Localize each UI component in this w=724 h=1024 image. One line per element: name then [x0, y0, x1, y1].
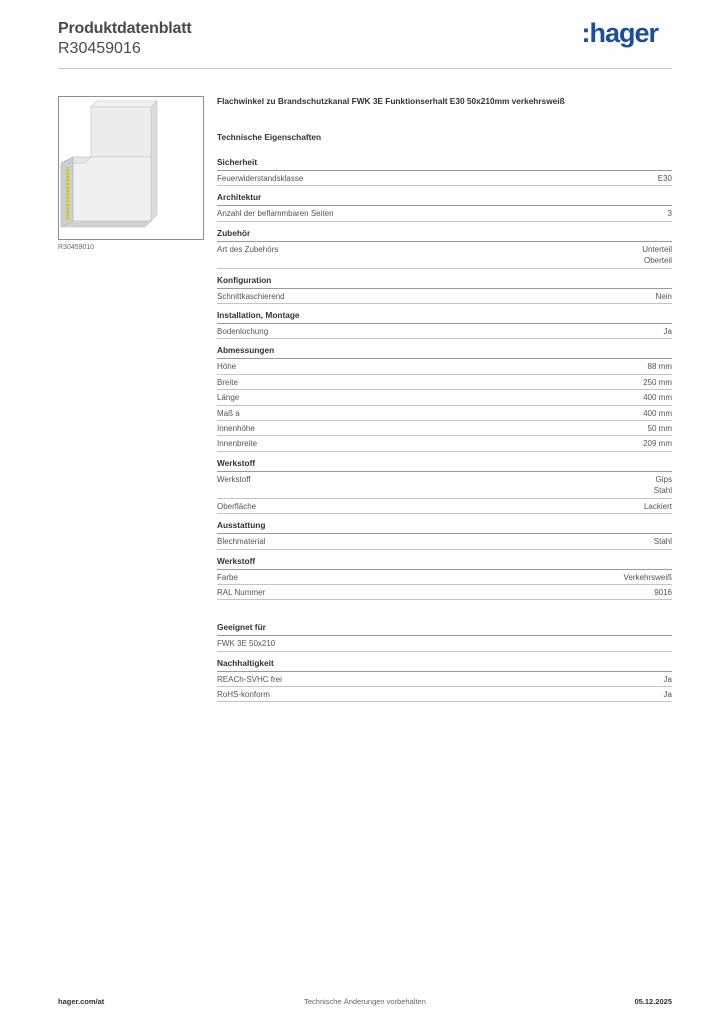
property-value-line: Verkehrsweiß: [623, 572, 672, 582]
property-value-line: 400 mm: [643, 393, 672, 403]
page-header: [58, 20, 672, 68]
property-row: [217, 206, 672, 221]
property-value-line: Lackiert: [643, 501, 672, 511]
property-value-line: Stahl: [653, 537, 672, 547]
section-title: Installation, Montage: [217, 310, 672, 324]
footer-date: 05.12.2025: [634, 997, 672, 1006]
property-value: [643, 438, 672, 449]
property-label: Länge: [217, 393, 240, 403]
property-section: [217, 228, 672, 269]
property-label: Breite: [217, 377, 238, 387]
property-section: [217, 275, 672, 304]
property-value: [654, 587, 672, 598]
property-value: [664, 326, 672, 337]
section-title: Werkstoff: [217, 556, 672, 570]
property-label: REACh-SVHC frei: [217, 674, 282, 684]
property-value-line: E30: [657, 174, 672, 183]
property-value-line: 9016: [654, 587, 672, 597]
property-value: [654, 474, 672, 497]
property-label: Schnittkaschierend: [217, 291, 285, 301]
property-row: [217, 570, 672, 585]
property-label: FWK 3E 50x210: [217, 639, 276, 649]
section-title: Architektur: [217, 192, 672, 206]
property-value: [658, 173, 672, 184]
property-value: [664, 689, 672, 700]
property-label: Bodenlochung: [217, 327, 269, 337]
property-row: [217, 687, 672, 702]
property-section: [217, 458, 672, 514]
image-caption: R30459010: [58, 244, 95, 251]
product-image: [58, 96, 204, 240]
property-section: [217, 556, 672, 601]
section-title: Zubehör: [217, 228, 672, 242]
property-row: [217, 289, 672, 304]
property-label: Feuerwiderstandsklasse: [217, 174, 304, 183]
property-row: [217, 436, 672, 451]
brand-logo-text: hager: [589, 18, 658, 48]
property-label: Innenbreite: [217, 439, 258, 449]
property-value-line: Stahl: [653, 486, 672, 496]
property-section: [217, 345, 672, 451]
property-row: [217, 171, 672, 186]
property-label: Maß a: [217, 408, 240, 418]
property-section: [217, 622, 672, 651]
technical-properties-heading: Technische Eigenschaften: [217, 132, 322, 142]
header-divider: [58, 68, 672, 69]
property-value-line: 250 mm: [643, 377, 672, 387]
property-value: [643, 408, 672, 419]
property-row: [217, 421, 672, 436]
property-label: Oberfläche: [217, 501, 257, 511]
property-label: Werkstoff: [217, 474, 251, 484]
section-title: Werkstoff: [217, 458, 672, 472]
product-title: Flachwinkel zu Brandschutzkanal FWK 3E Funktionserhalt E30 50x210mm verkehrsweiß: [217, 96, 565, 106]
property-value-line: Gips: [655, 474, 672, 484]
property-value: [643, 377, 672, 388]
product-details: [217, 96, 672, 708]
property-value: [668, 208, 672, 219]
property-value-line: 209 mm: [643, 439, 672, 449]
property-row: [217, 375, 672, 390]
property-section: [217, 310, 672, 339]
product-image-drawing: [59, 97, 203, 239]
property-section: [217, 658, 672, 703]
section-spacer: [217, 606, 672, 622]
property-section: [217, 157, 672, 186]
property-row: [217, 390, 672, 405]
brand-logo: :hager: [581, 18, 658, 48]
property-value-line: Oberteil: [643, 256, 672, 266]
property-row: [217, 499, 672, 514]
property-value-line: Ja: [663, 689, 672, 699]
property-label: RoHS-konform: [217, 689, 270, 699]
page-footer: [58, 997, 672, 1009]
section-title: Ausstattung: [217, 520, 672, 534]
section-title: Abmessungen: [217, 345, 672, 359]
property-value-line: Ja: [663, 327, 672, 337]
section-title: Sicherheit: [217, 157, 672, 171]
property-value-line: 50 mm: [647, 424, 672, 434]
property-label: Anzahl der beflammbaren Seiten: [217, 209, 334, 219]
property-row: [217, 636, 672, 651]
property-value: [643, 392, 672, 403]
property-value-line: Nein: [655, 291, 672, 301]
property-label: Farbe: [217, 572, 238, 582]
property-value: [654, 536, 672, 547]
property-value: [664, 674, 672, 685]
property-row: [217, 324, 672, 339]
property-value: [656, 291, 672, 302]
property-row: [217, 534, 672, 549]
property-value-line: 3: [667, 209, 672, 219]
property-row: [217, 406, 672, 421]
property-value: [624, 572, 672, 583]
property-value: [644, 501, 672, 512]
property-value-line: Unterteil: [642, 244, 672, 254]
property-section: [217, 520, 672, 549]
section-title: Konfiguration: [217, 275, 672, 289]
property-value-line: 400 mm: [643, 408, 672, 418]
section-title: Nachhaltigkeit: [217, 658, 672, 672]
property-row: [217, 672, 672, 687]
property-value: [648, 423, 672, 434]
property-label: Höhe: [217, 362, 237, 372]
property-row: [217, 585, 672, 600]
footer-note: Technische Änderungen vorbehalten: [304, 997, 426, 1006]
property-label: RAL Nummer: [217, 587, 266, 597]
property-value-line: 88 mm: [647, 362, 672, 372]
property-row: [217, 242, 672, 269]
section-title: Geeignet für: [217, 622, 672, 636]
property-sections: [217, 157, 672, 702]
property-value: [648, 361, 672, 372]
property-label: Innenhöhe: [217, 424, 255, 434]
property-label: Blechmaterial: [217, 537, 266, 547]
property-row: [217, 472, 672, 499]
property-row: [217, 359, 672, 374]
footer-website: hager.com/at: [58, 997, 105, 1006]
property-value: [642, 244, 672, 267]
property-label: Art des Zubehörs: [217, 244, 279, 254]
document-title: Produktdatenblatt: [58, 20, 192, 37]
document-number: R30459016: [58, 40, 141, 57]
property-value-line: Ja: [663, 674, 672, 684]
property-section: [217, 192, 672, 221]
